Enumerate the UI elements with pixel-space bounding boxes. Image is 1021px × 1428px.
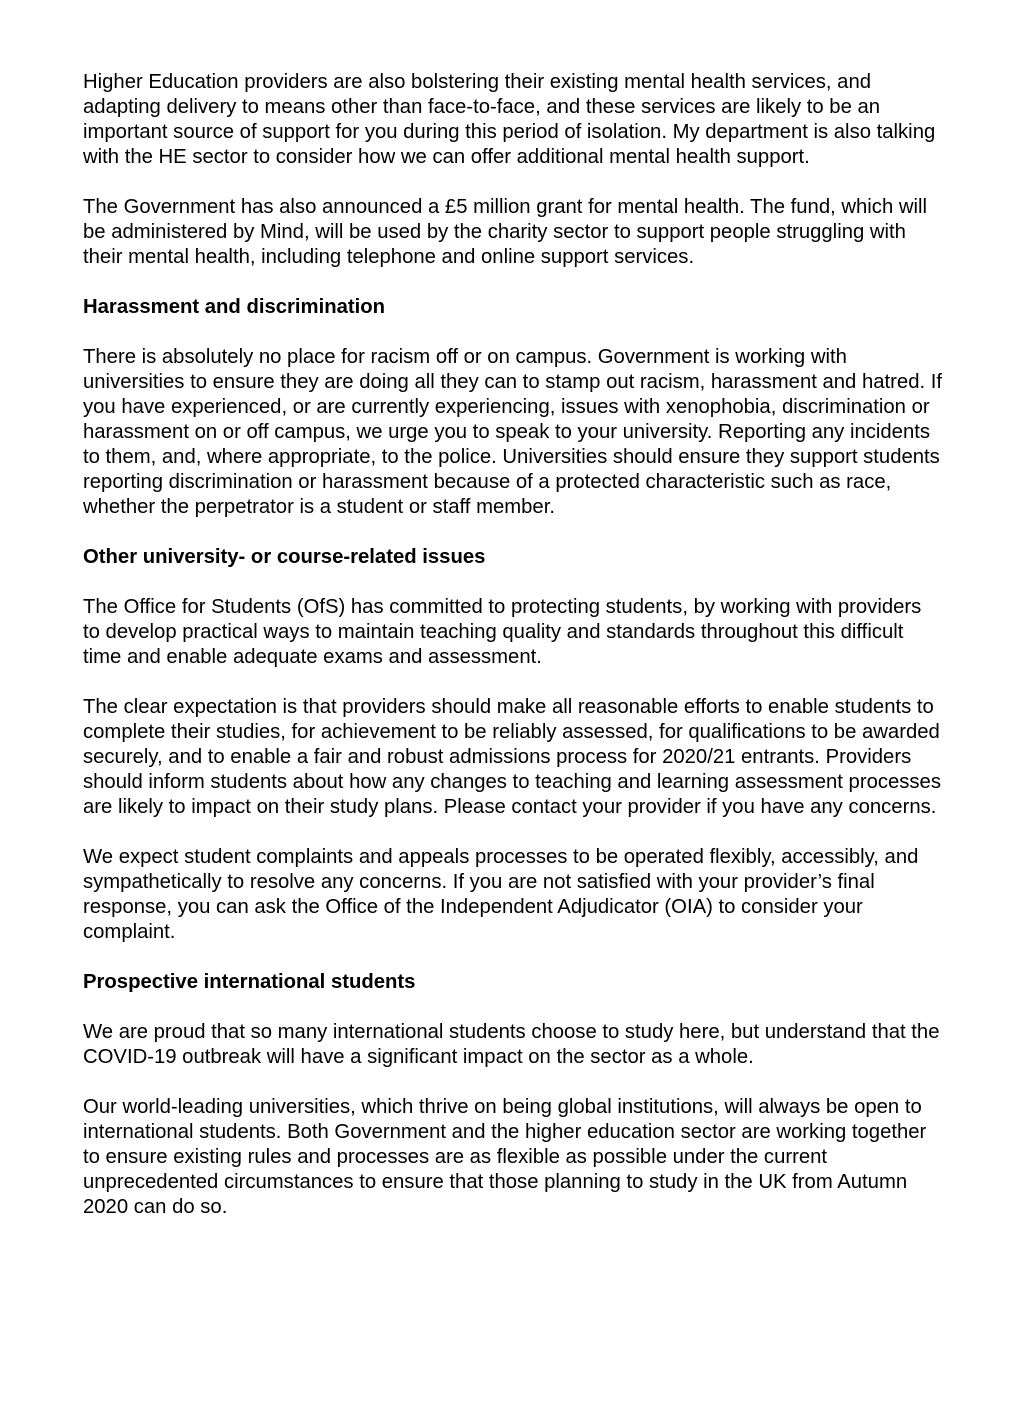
document-body: [83, 70, 943, 1245]
paragraph-racism: There is absolutely no place for racism off or on campus. Government is working with universities to ensure they are doing all they can to stamp out racism, harassment and hatred. If you have experienced, or are currently experiencing, issues with xenophobia, discrimination or harassment on or off campus, we urge you to speak to your university. Reporting any incidents to them, and, where appropriate, to the police. Universities should ensure they support students reporting discrimination or harassment because of a protected characteristic such as race, whether the perpetrator is a student or staff member.: [83, 346, 943, 518]
paragraph-world-leading: Our world-leading universities, which thrive on being global institutions, will always be open to international students. Both Government and the higher education sector are working together to ensure existing rules and processes are as flexible as possible under the current unprecedented circumstances to ensure that those planning to study in the UK from Autumn 2020 can do so.: [83, 1096, 927, 1218]
paragraph-expectation: The clear expectation is that providers should make all reasonable efforts to enable students to complete their studies, for achievement to be reliably assessed, for qualifications to be awarded securely, and to enable a fair and robust admissions process for 2020/21 entrants. Providers should inform students about how any changes to teaching and learning assessment processes are likely to impact on their study plans. Please contact your provider if you have any concerns.: [83, 696, 941, 818]
paragraph-mental-health-grant: The Government has also announced a £5 million grant for mental health. The fund, which will be administered by Mind, will be used by the charity sector to support people struggling with their mental health, including telephone and online support services.: [83, 196, 928, 268]
heading-course-issues: Other university- or course-related issues: [83, 546, 486, 568]
heading-international: Prospective international students: [83, 971, 416, 993]
paragraph-mental-health-services: Higher Education providers are also bolstering their existing mental health services, and adapting delivery to means other than face-to-face, and these services are likely to be an important source of support for you during this period of isolation. My department is also talking with the HE sector to consider how we can offer additional mental health support.: [83, 71, 936, 168]
heading-harassment: Harassment and discrimination: [83, 296, 386, 318]
paragraph-proud: We are proud that so many international students choose to study here, but understand that the COVID-19 outbreak will have a significant impact on the sector as a whole.: [83, 1021, 940, 1068]
paragraph-complaints: We expect student complaints and appeals processes to be operated flexibly, accessibly, and sympathetically to resolve any concerns. If you are not satisfied with your provider’s final response, you can ask the Office of the Independent Adjudicator (OIA) to consider your complaint.: [83, 846, 919, 943]
paragraph-ofs: The Office for Students (OfS) has committed to protecting students, by working with providers to develop practical ways to maintain teaching quality and standards throughout this difficult time and enable adequate exams and assessment.: [83, 596, 922, 668]
